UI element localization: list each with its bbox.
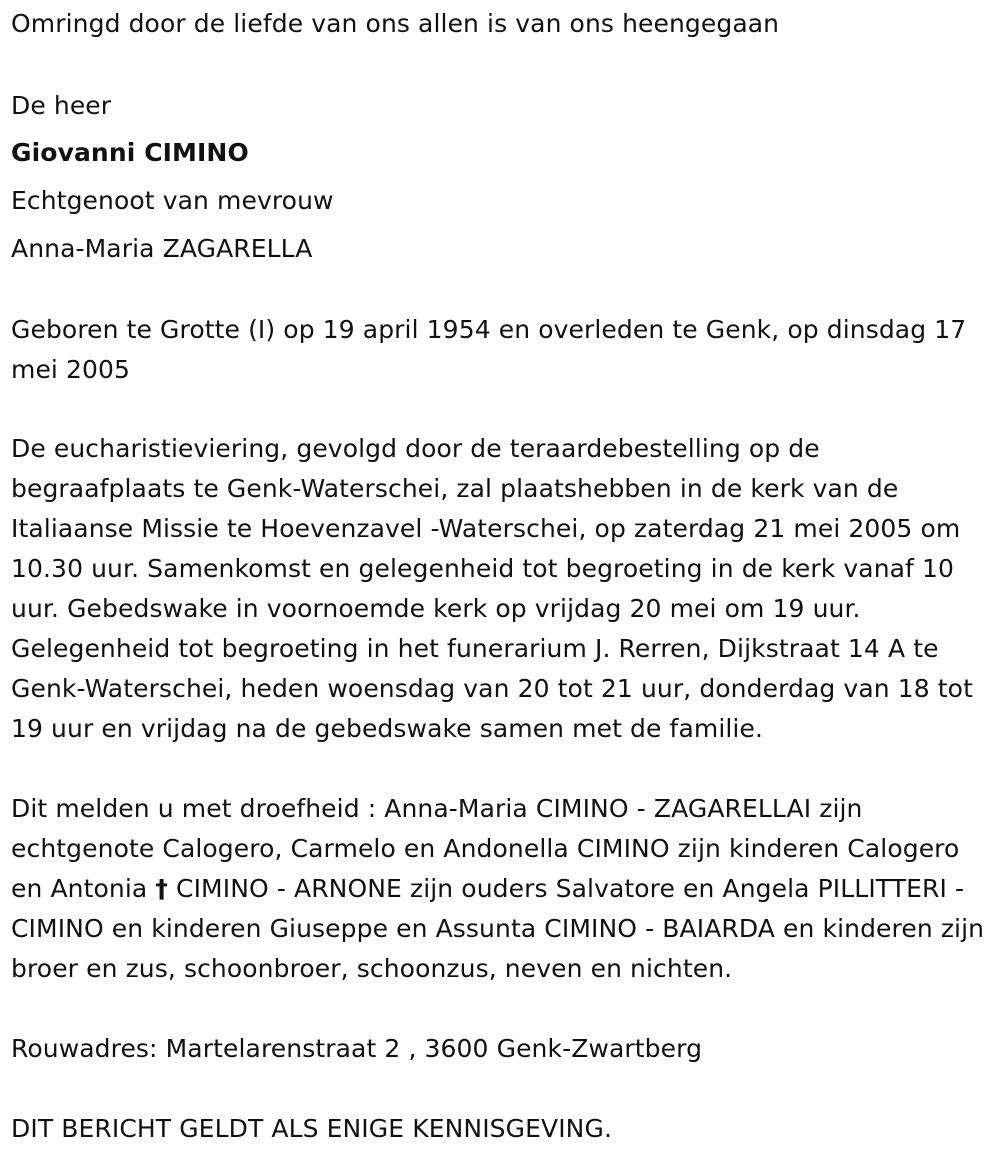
spouse-name: Anna-Maria ZAGARELLA — [11, 234, 313, 263]
salutation: De heer — [11, 91, 112, 120]
family-text-part1: Dit melden u met droefheid : Anna-Maria CIMINO - ZAGARELLAI zijn echtgenote Calogero, Carmelo en Andonella CIMINO zijn kinderen Calogero en Antonia — [11, 794, 960, 903]
ceremony-paragraph: De eucharistieviering, gevolgd door de teraardebestelling op de begraafplaats te Genk-Waterschei, zal plaatshebben in de kerk van de Italiaanse Missie te Hoevenzavel -Waterschei, op zaterdag 21 mei 2005 om 10.30 uur. Samenkomst en gelegenheid tot begroeting in de kerk vanaf 10 uur. Gebedswake in voornoemde kerk op vrijdag 20 mei om 19 uur. Gelegenheid tot begroeting in het funerarium J. Rerren, Dijkstraat 14 A te Genk-Waterschei, heden woensdag van 20 tot 21 uur, donderdag van 18 tot 19 uur en vrijdag na de gebedswake samen met de familie. — [11, 434, 973, 743]
spouse-intro: Echtgenoot van mevrouw — [11, 186, 334, 215]
deceased-name: Giovanni CIMINO — [11, 138, 249, 167]
birth-death-paragraph: Geboren te Grotte (I) op 19 april 1954 en overleden te Genk, op dinsdag 17 mei 2005 — [11, 315, 967, 384]
mourning-address: Rouwadres: Martelarenstraat 2 , 3600 Genk-Zwartberg — [11, 1034, 703, 1063]
family-paragraph — [11, 789, 991, 989]
family-text-part2: CIMINO - ARNONE zijn ouders Salvatore en Angela PILLITTERI - CIMINO en kinderen Giuseppe en Assunta CIMINO - BAIARDA en kinderen zijn broer en zus, schoonbroer, schoonzus, neven en nichten. — [11, 874, 985, 983]
intro-text: Omringd door de liefde van ons allen is van ons heengegaan — [11, 9, 780, 38]
closing-statement: DIT BERICHT GELDT ALS ENIGE KENNISGEVING. — [11, 1114, 612, 1143]
cross-icon: † — [155, 874, 168, 903]
